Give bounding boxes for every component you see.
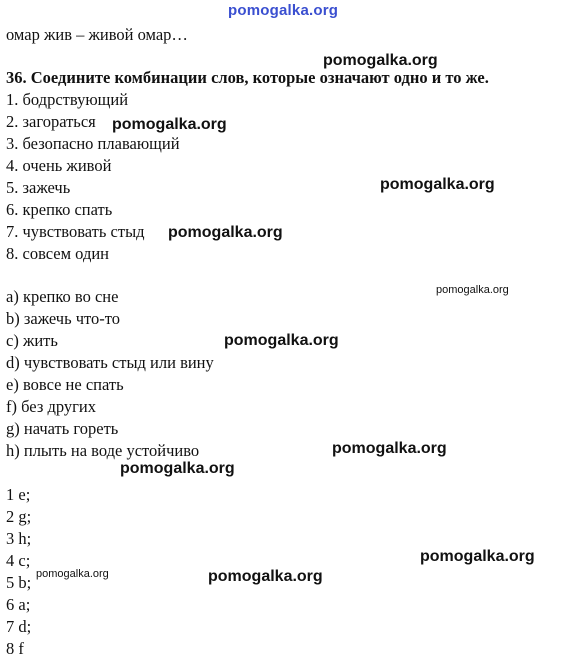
list-item: a) крепко во сне: [6, 287, 119, 306]
list-item: d) чувствовать стыд или вину: [6, 353, 214, 372]
watermark: pomogalka.org: [36, 568, 109, 580]
watermark: pomogalka.org: [436, 284, 509, 296]
list-item: 8. совсем один: [6, 244, 110, 263]
answer-item: 2 g;: [6, 507, 32, 526]
watermark: pomogalka.org: [224, 332, 339, 349]
watermark: pomogalka.org: [332, 440, 447, 457]
answer-item: 3 h;: [6, 529, 32, 548]
watermark: pomogalka.org: [112, 116, 227, 133]
list-item: h) плыть на воде устойчиво: [6, 441, 200, 460]
answer-item: 8 f: [6, 639, 24, 658]
list-item: e) вовсе не спать: [6, 375, 124, 394]
watermark: pomogalka.org: [168, 224, 283, 241]
answer-item: 1 e;: [6, 485, 31, 504]
list-item: 3. безопасно плавающий: [6, 134, 180, 153]
list-item: 5. зажечь: [6, 178, 71, 197]
list-item: 1. бодрствующий: [6, 90, 129, 109]
watermark: pomogalka.org: [208, 568, 323, 585]
answer-item: 4 c;: [6, 551, 31, 570]
list-item: f) без других: [6, 397, 96, 416]
list-item: 2. загораться: [6, 112, 96, 131]
answer-item: 7 d;: [6, 617, 32, 636]
header-watermark: pomogalka.org: [228, 2, 339, 19]
watermark: pomogalka.org: [323, 52, 438, 69]
list-item: g) начать гореть: [6, 419, 119, 438]
answer-item: 5 b;: [6, 573, 32, 592]
answer-item: 6 a;: [6, 595, 31, 614]
watermark: pomogalka.org: [120, 460, 235, 477]
intro-line: омар жив – живой омар…: [6, 25, 188, 44]
list-item: 6. крепко спать: [6, 200, 113, 219]
list-item: c) жить: [6, 331, 58, 350]
list-item: 4. очень живой: [6, 156, 112, 175]
list-item: b) зажечь что-то: [6, 309, 121, 328]
list-item: 7. чувствовать стыд: [6, 222, 145, 241]
watermark: pomogalka.org: [420, 548, 535, 565]
exercise-title: 36. Соедините комбинации слов, которые означают одно и то же.: [6, 68, 489, 87]
watermark: pomogalka.org: [380, 176, 495, 193]
